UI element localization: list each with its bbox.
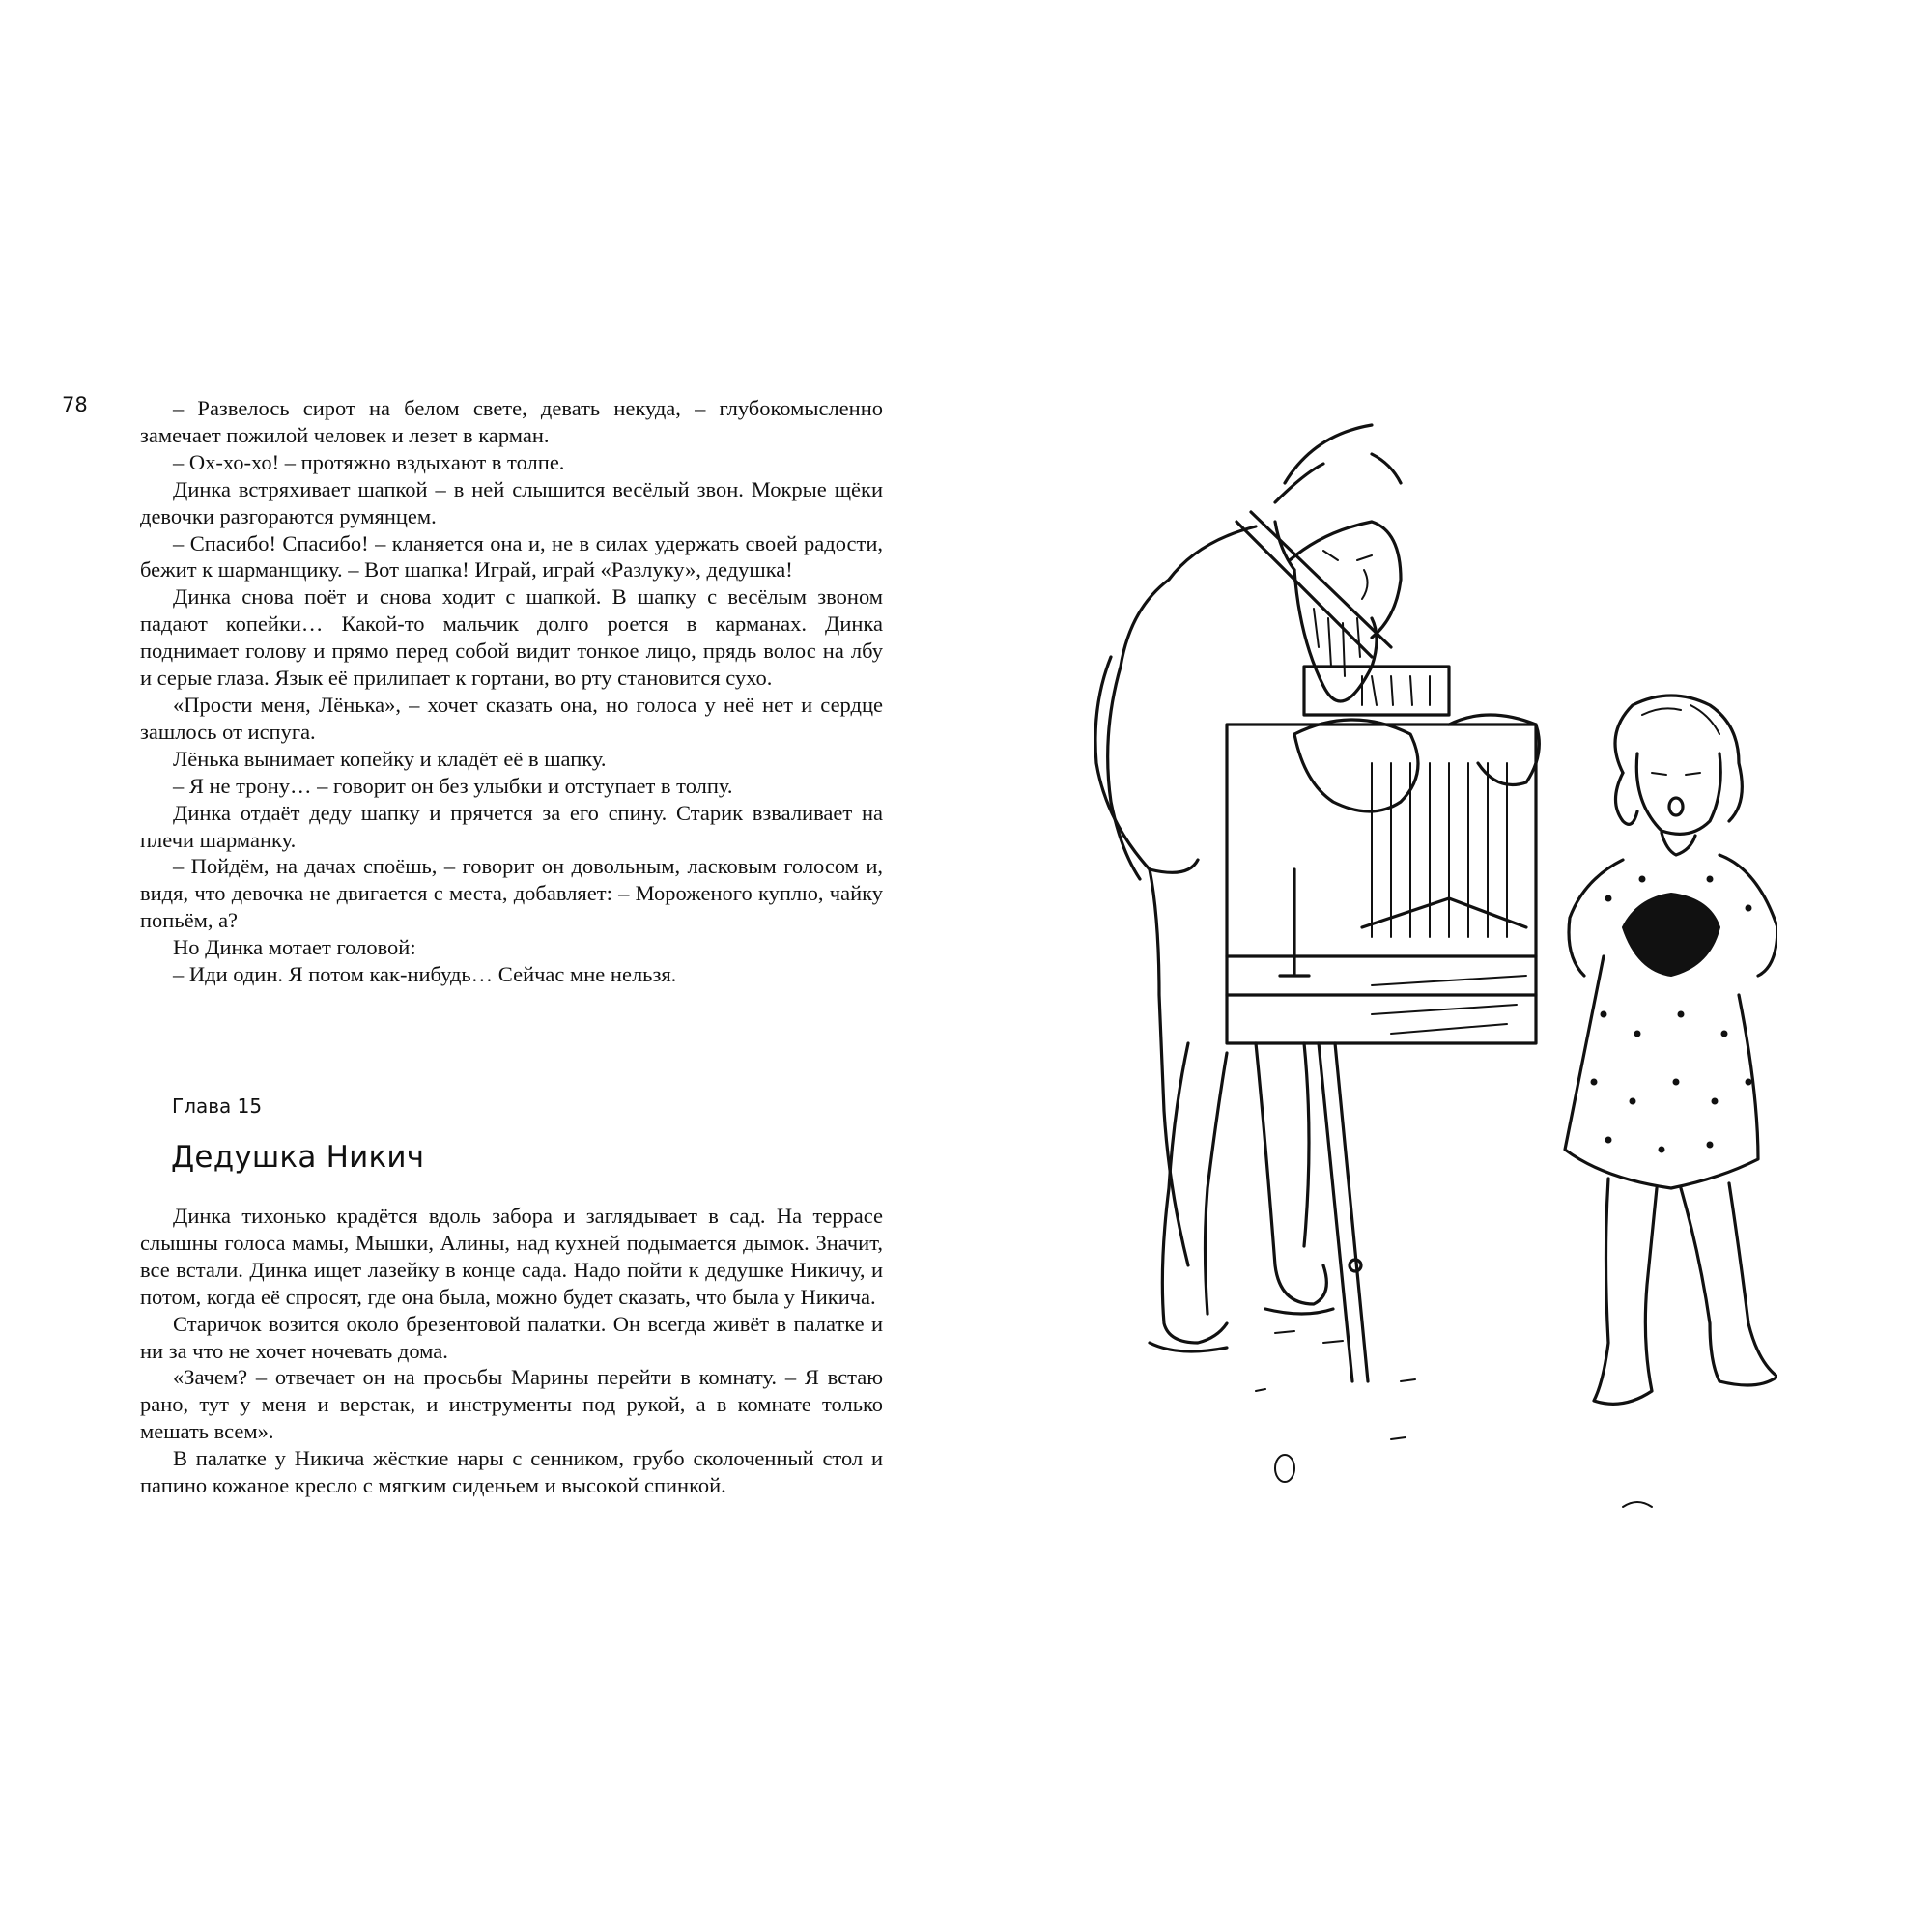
organ-grinder-figure [1095, 425, 1539, 1381]
body-text-section-1 [140, 395, 883, 988]
ground-marks [1256, 1331, 1652, 1507]
paragraph: Динка тихонько крадётся вдоль забора и заглядывает в сад. На террасе слышны голоса мамы, Мышки, Алины, над кухней подымается дымок. Значит, все встали. Динка ищет лазейку в конце сада. Надо пойти к дедушке Никичу, и потом, когда её спросят, где она была, можно будет сказать, что была у Никича. [140, 1204, 883, 1309]
paragraph: – Пойдём, на дачах споёшь, – говорит он довольным, ласковым голосом и, видя, что девочка не двигается с места, добавляет: – Мороженого куплю, чайку попьём, а? [140, 854, 883, 933]
paragraph: Старичок возится около брезентовой палатки. Он всегда живёт в палатке и ни за что не хочет ночевать дома. [140, 1311, 883, 1363]
girl-figure [1565, 696, 1777, 1404]
page-number: 78 [62, 393, 88, 416]
paragraph: В палатке у Никича жёсткие нары с сенником, грубо сколоченный стол и папино кожаное кресло с мягким сиденьем и высокой спинкой. [140, 1446, 883, 1498]
paragraph: – Иди один. Я потом как-нибудь… Сейчас мне нельзя. [173, 962, 677, 987]
paragraph: Динка отдаёт деду шапку и прячется за его спину. Старик взваливает на плечи шарманку. [140, 800, 883, 852]
paragraph: «Зачем? – отвечает он на просьбы Марины перейти в комнату. – Я встаю рано, тут у меня и верстак, и инструменты под рукой, а в комнате только мешать всем». [140, 1365, 883, 1444]
chapter-label: Глава 15 [172, 1094, 263, 1118]
paragraph: – Спасибо! Спасибо! – кланяется она и, не в силах удержать своей радости, бежит к шарманщику. – Вот шапка! Играй, играй «Разлуку», дедушка! [140, 530, 883, 582]
paragraph: – Я не трону… – говорит он без улыбки и отступает в толпу. [173, 773, 733, 798]
paragraph: Лёнька вынимает копейку и кладёт её в шапку. [173, 746, 607, 771]
paragraph: – Ох-хо-хо! – протяжно вздыхают в толпе. [173, 449, 565, 474]
paragraph: Динка встряхивает шапкой – в ней слышится весёлый звон. Мокрые щёки девочки разгораются румянцем. [140, 476, 883, 528]
chapter-title: Дедушка Никич [171, 1140, 425, 1175]
paragraph: Но Динка мотает головой: [173, 935, 416, 960]
body-text-section-2 [140, 1203, 883, 1499]
illustration-organ-grinder-and-girl [1082, 415, 1777, 1584]
paragraph: – Развелось сирот на белом свете, девать некуда, – глубокомысленно замечает пожилой человек и лезет в карман. [140, 396, 883, 447]
paragraph: «Прости меня, Лёнька», – хочет сказать она, но голоса у неё нет и сердце зашлось от испуга. [140, 692, 883, 744]
paragraph: Динка снова поёт и снова ходит с шапкой. В шапку с весёлым звоном падают копейки… Какой-то мальчик долго роется в карманах. Динка поднимает голову и прямо перед собой видит тонкое лицо, прядь волос на лбу и серые глаза. Язык её прилипает к гортани, во рту становится сухо. [140, 584, 883, 691]
